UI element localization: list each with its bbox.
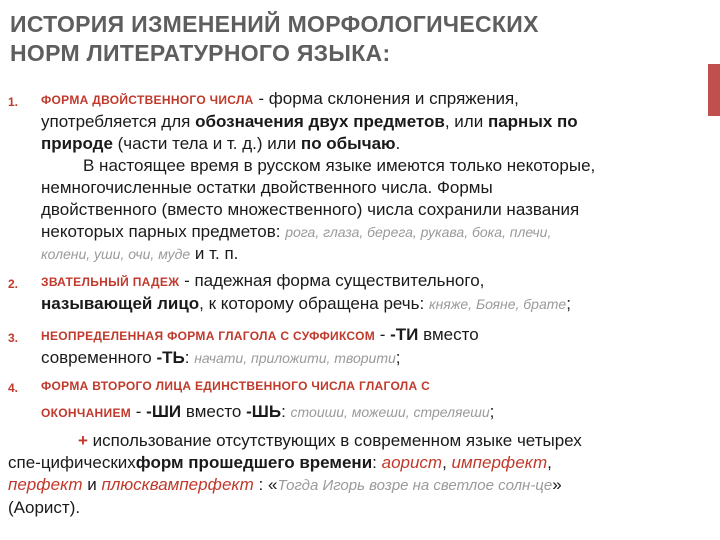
item-line bbox=[41, 293, 691, 315]
term-label: ФОРМА ВТОРОГО ЛИЦА ЕДИНСТВЕННОГО ЧИСЛА ГЛАГОЛА С bbox=[41, 379, 431, 393]
accent-bar bbox=[708, 64, 720, 116]
text: ; bbox=[566, 294, 571, 313]
bold-text: -ТИ bbox=[390, 325, 419, 344]
text: - bbox=[131, 402, 147, 421]
text: . bbox=[395, 134, 401, 153]
item-line bbox=[41, 324, 691, 347]
item-line: немногочисленные остатки двойственного числа. Формы bbox=[41, 178, 493, 197]
red-term: плюсквамперфект bbox=[101, 475, 254, 494]
bold-text: -ТЬ bbox=[156, 348, 185, 367]
text: : bbox=[281, 402, 291, 421]
example-text: Тогда Игорь возре на светлое солн-це bbox=[277, 477, 553, 494]
item-line bbox=[41, 111, 691, 133]
plus-icon: + bbox=[78, 431, 88, 450]
note-body bbox=[8, 430, 683, 519]
text: : « bbox=[253, 475, 278, 494]
text: и bbox=[82, 475, 102, 494]
text: некоторых парных предметов: bbox=[41, 222, 286, 241]
text: В настоящее время в русском языке имеются только некоторые, bbox=[83, 156, 596, 175]
text: , bbox=[547, 453, 552, 472]
item-line bbox=[41, 270, 691, 293]
text: и т. п. bbox=[190, 244, 239, 263]
bold-text: форм прошедшего времени bbox=[135, 453, 373, 472]
example-text: княже, Бояне, брате bbox=[428, 296, 567, 312]
item-number: 3. bbox=[8, 331, 19, 345]
bold-text: природе bbox=[41, 134, 113, 153]
text: ; bbox=[395, 348, 401, 367]
red-term: имперфект bbox=[451, 453, 548, 472]
bold-text: по обычаю bbox=[300, 134, 396, 153]
red-term: перфект bbox=[8, 475, 83, 494]
term-label: НЕОПРЕДЕЛЕННАЯ ФОРМА ГЛАГОЛА С СУФФИКСОМ bbox=[41, 329, 376, 343]
text: , к которому обращена речь: bbox=[199, 294, 429, 313]
bold-text: парных по bbox=[487, 112, 578, 131]
text: : bbox=[372, 453, 382, 472]
item-line bbox=[41, 374, 691, 397]
item-body bbox=[41, 88, 691, 265]
item-body bbox=[41, 374, 691, 424]
note-line: (Аорист). bbox=[8, 498, 81, 517]
text: современного bbox=[41, 348, 157, 367]
item-line bbox=[41, 243, 691, 265]
term-label: ФОРМА ДВОЙСТВЕННОГО ЧИСЛА bbox=[41, 93, 254, 107]
term-label: ЗВАТЕЛЬНЫЙ ПАДЕЖ bbox=[41, 275, 180, 289]
title-line-1: ИСТОРИЯ ИЗМЕНЕНИЙ МОРФОЛОГИЧЕСКИХ bbox=[10, 11, 539, 37]
item-line bbox=[41, 347, 691, 369]
item-body bbox=[41, 270, 691, 315]
example-text: колени, уши, очи, муде bbox=[41, 246, 191, 262]
text: использование отсутствующих в современном языке четырех bbox=[87, 431, 582, 450]
text: употребляется для bbox=[41, 112, 196, 131]
note-line bbox=[8, 474, 683, 497]
note-block bbox=[8, 430, 683, 519]
item-number: 2. bbox=[8, 277, 19, 291]
title-line-2: НОРМ ЛИТЕРАТУРНОГО ЯЗЫКА: bbox=[10, 40, 391, 66]
bold-text: обозначения двух предметов bbox=[195, 112, 445, 131]
item-line bbox=[41, 155, 691, 177]
bold-text: называющей лицо bbox=[41, 294, 200, 313]
text: - bbox=[375, 325, 391, 344]
bold-text: -ШЬ bbox=[246, 402, 282, 421]
text: - падежная форма существительного, bbox=[179, 271, 485, 290]
item-line bbox=[41, 133, 691, 155]
text: ; bbox=[489, 402, 495, 421]
example-text: стоиши, можеши, стреляеши bbox=[290, 404, 490, 420]
item-line bbox=[41, 88, 691, 111]
text: вместо bbox=[181, 402, 247, 421]
bold-text: -ШИ bbox=[146, 402, 182, 421]
term-label: ОКОНЧАНИЕМ bbox=[41, 406, 132, 420]
red-term: аорист bbox=[381, 453, 443, 472]
text: спе-цифических bbox=[8, 453, 136, 472]
text: вместо bbox=[418, 325, 479, 344]
text: (части тела и т. д.) или bbox=[112, 134, 301, 153]
item-line: двойственного (вместо множественного) числа сохранили названия bbox=[41, 200, 580, 219]
text: - форма склонения и спряжения, bbox=[253, 89, 519, 108]
item-line bbox=[41, 401, 691, 424]
text: , bbox=[442, 453, 452, 472]
item-line bbox=[41, 221, 691, 243]
text: » bbox=[552, 475, 562, 494]
item-number: 4. bbox=[8, 381, 19, 395]
example-text: рога, глаза, берега, рукава, бока, плечи, bbox=[285, 224, 552, 240]
page-title bbox=[10, 10, 650, 68]
note-line bbox=[8, 452, 683, 474]
text: , или bbox=[444, 112, 488, 131]
note-line bbox=[8, 430, 683, 452]
item-body bbox=[41, 324, 691, 369]
item-number: 1. bbox=[8, 95, 19, 109]
example-text: начати, приложити, творити bbox=[194, 350, 396, 366]
text: : bbox=[184, 348, 195, 367]
